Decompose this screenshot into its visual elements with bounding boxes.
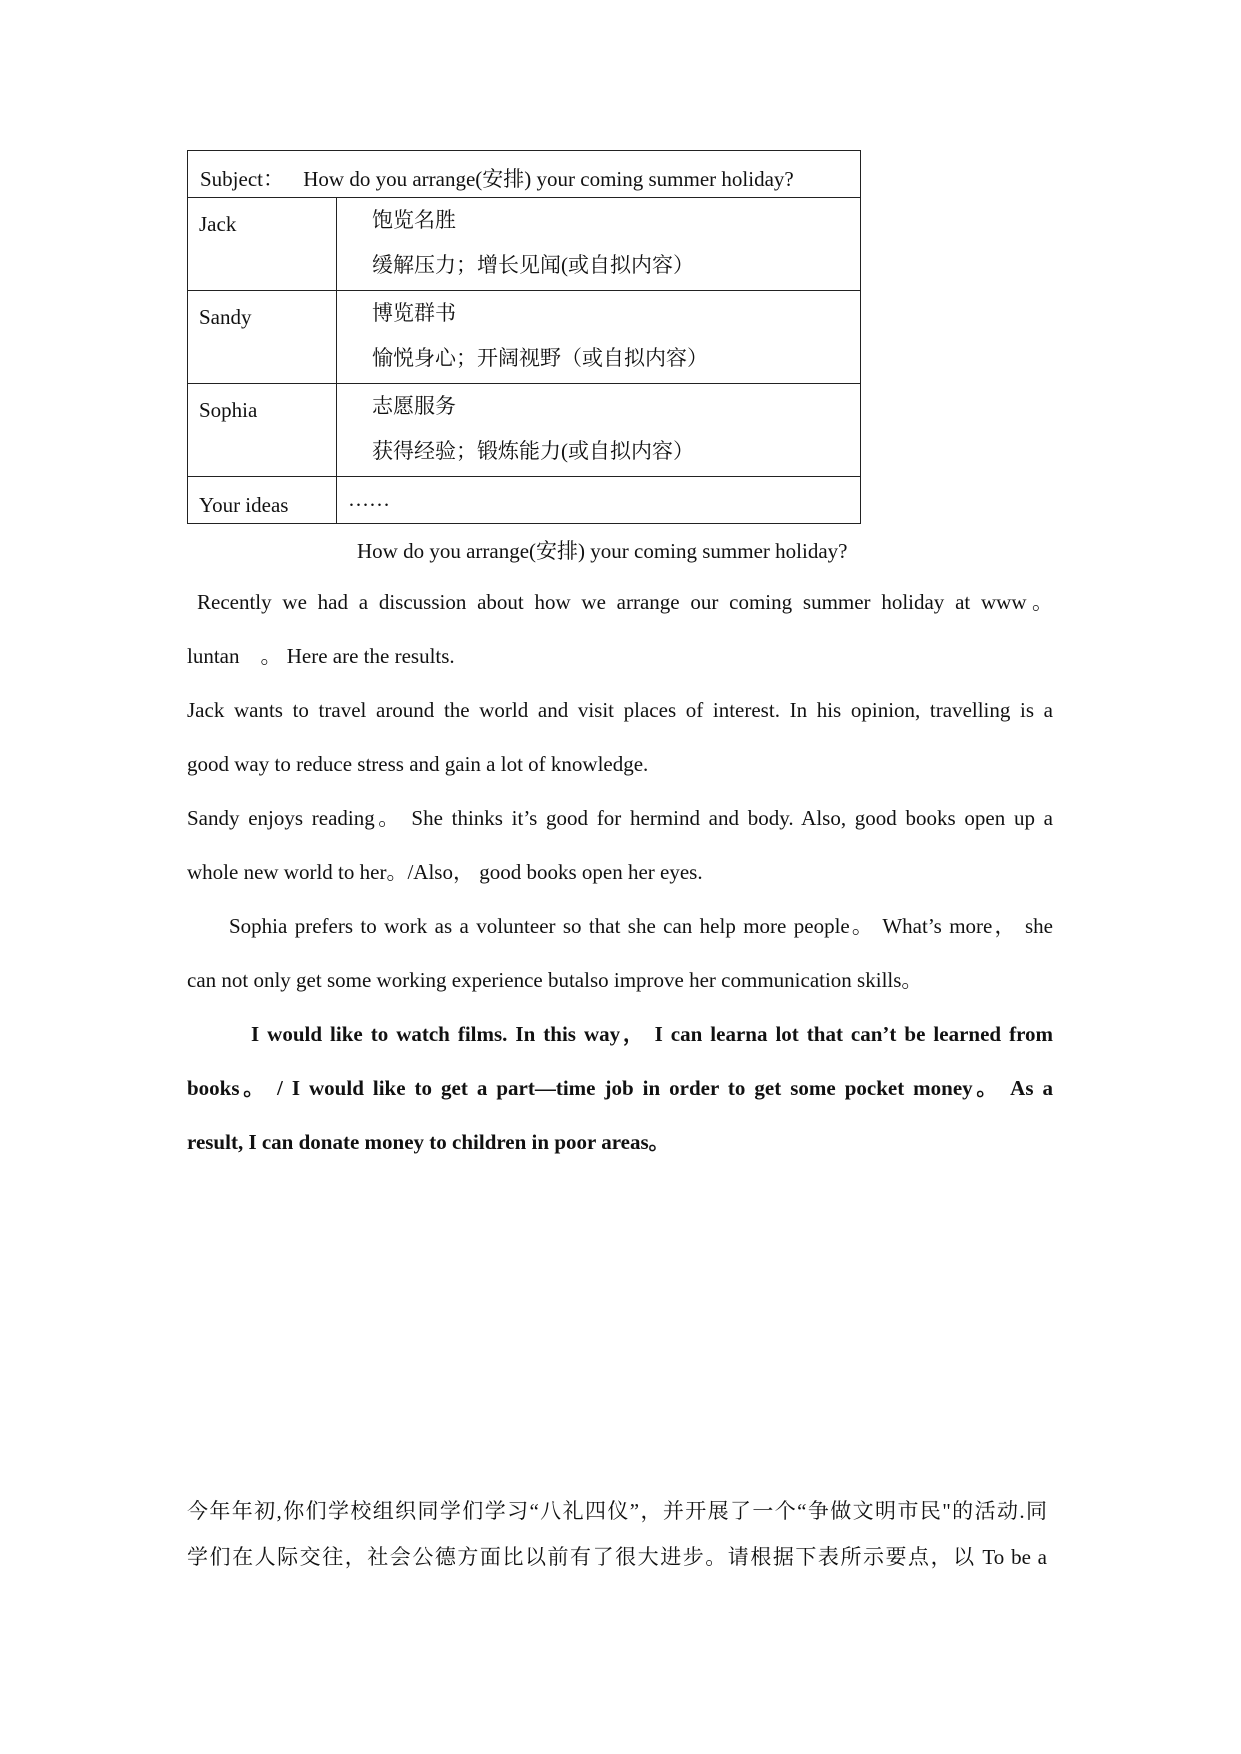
subject-row	[188, 151, 861, 198]
point-line-2: 缓解压力；增长见闻(或自拟内容）	[372, 253, 694, 277]
task-line: 学们在人际交往，社会公德方面比以前有了很大进步。请根据下表所示要点，以 To be a	[187, 1545, 1047, 1569]
person-points	[337, 384, 861, 477]
essay-line: luntan 。 Here are the results.	[187, 644, 455, 668]
person-points	[337, 198, 861, 291]
point-line-1: 博览群书	[372, 301, 456, 325]
subject-cell	[188, 151, 861, 198]
essay-bold-line: I would like to watch films. In this way， I can learna lot that can’t be learned from	[251, 1022, 1053, 1046]
essay-line: Sophia prefers to work as a volunteer so that she can help more people。 What’s more， she	[229, 914, 1053, 938]
point-line-2: 愉悦身心；开阔视野（或自拟内容）	[372, 346, 708, 370]
essay-line: good way to reduce stress and gain a lot of knowledge.	[187, 752, 649, 776]
point-line-1: 饱览名胜	[372, 208, 456, 232]
person-name: Sophia	[188, 384, 337, 477]
essay-line: Jack wants to travel around the world and visit places of interest. In his opinion, travelling is a	[187, 698, 1053, 722]
person-points	[337, 291, 861, 384]
subject-text: How do you arrange(安排) your coming summer holiday?	[303, 167, 794, 191]
summary-table	[187, 150, 861, 524]
essay-line: can not only get some working experience butalso improve her communication skills。	[187, 968, 923, 992]
table-row	[188, 477, 861, 524]
point-line-1: 志愿服务	[372, 394, 456, 418]
subject-label: Subject：	[200, 167, 284, 191]
table-row	[188, 198, 861, 291]
your-ideas-value: ……	[337, 477, 861, 524]
task-line: 今年年初,你们学校组织同学们学习“八礼四仪”，并开展了一个“争做文明市民"的活动.同	[187, 1499, 1047, 1523]
essay-title: How do you arrange(安排) your coming summer holiday?	[357, 539, 848, 563]
point-line-2: 获得经验；锻炼能力(或自拟内容）	[372, 439, 694, 463]
person-name: Jack	[188, 198, 337, 291]
essay-bold-line: result, I can donate money to children in poor areas。	[187, 1130, 670, 1154]
person-name: Sandy	[188, 291, 337, 384]
table-row	[188, 291, 861, 384]
table-row	[188, 384, 861, 477]
essay-line: whole new world to her。/Also， good books open her eyes.	[187, 860, 703, 884]
person-name: Your ideas	[188, 477, 337, 524]
essay-bold-line: books。 / I would like to get a part—time job in order to get some pocket money。 As a	[187, 1076, 1053, 1100]
essay-line: Recently we had a discussion about how we arrange our coming summer holiday at www。	[197, 590, 1053, 614]
essay-line: Sandy enjoys reading。 She thinks it’s good for hermind and body. Also, good books open up a	[187, 806, 1053, 830]
